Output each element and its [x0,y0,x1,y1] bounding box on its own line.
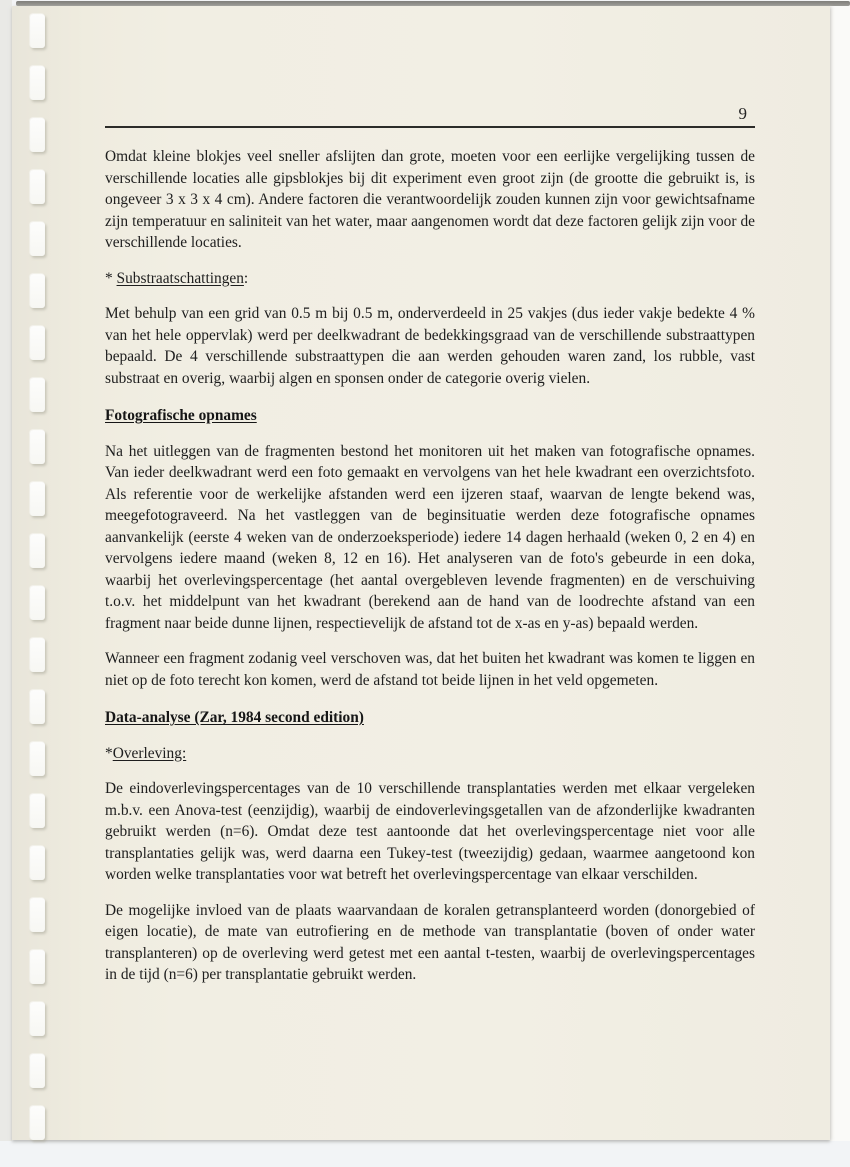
data-analysis-heading [105,707,755,729]
substrate-title: Substraatschattingen [116,269,244,287]
photography-paragraph-1: Na het uitleggen van de fragmenten bestond het monitoren uit het maken van fotografische opnames. Van ieder deelkwadrant werd een foto gemaakt en vervolgens van het hele kwadrant een overzichtsfoto. Als referentie voor de werkelijke afstanden werd een ijzeren staaf, waarvan de lengte bekend was, meegefotograveerd. Na het vastleggen van de beginsituatie werden deze fotografische opnames aanvankelijk (eerste 4 weken van de onderzoeksperiode) iedere 14 dagen herhaald (weken 0, 2 en 4) en vervolgens iedere maand (weken 8, 12 en 16). Het analyseren van de foto's gebeurde in een doka, waarbij het overlevingspercentage (het aantal overgebleven levende fragmenten) en de verschuiving t.o.v. het middelpunt van het kwadrant (berekend aan de hand van de loodrechte afstand van een fragment naar beide dunne lijnen, respectievelijk de afstand tot de x-as en y-as) bepaald werden. [105,442,755,632]
photography-paragraph-2: Wanneer een fragment zodanig veel verschoven was, dat het buiten het kwadrant was komen te liggen en niet op de foto terecht kon komen, werd de afstand tot beide lijnen in het veld opgemeten. [105,650,755,689]
substrate-marker: * [105,269,117,287]
photography-title: Fotografische opnames [105,407,257,424]
substrate-paragraph: Met behulp van een grid van 0.5 m bij 0.5 m, onderverdeeld in 25 vakjes (dus ieder vakje bedekte 4 % van het hele oppervlak) werd per deelkwadrant de bedekkingsgraad van de verschillende substraattypen bepaald. De 4 verschillende substraattypen die aan werden gehouden waren zand, los rubble, vast substraat en overig, waarbij algen en sponsen onder de categorie overig vielen. [105,305,755,387]
t-tests-paragraph: De mogelijke invloed van de plaats waarvandaan de koralen getransplanteerd worden (donorgebied of eigen locatie), de mate van eutrofiering en de methode van transplantatie (boven of onder water transplanteren) op de overleving werd getest met een aantal t-testen, waarbij de overlevingspercentages in de tijd (n=6) per transplantatie gebruikt werden. [105,901,755,983]
scan-right-margin [830,0,850,1167]
data-analysis-title: Data-analyse (Zar, 1984 second edition) [105,709,364,726]
intro-paragraph: Omdat kleine blokjes veel sneller afslijten dan grote, moeten voor een eerlijke vergelijking tussen de verschillende locaties alle gipsblokjes bij dit experiment even groot zijn (de grootte die gebruikt is, is ongeveer 3 x 3 x 4 cm). Andere factoren die verantwoordelijk zouden kunnen zijn voor gewichtsafname zijn temperatuur en saliniteit van het water, maar aangenomen wordt dat deze factoren gelijk zijn voor de verschillende locaties. [105,148,755,251]
scan-left-margin [0,0,12,1167]
page-number: 9 [738,104,747,123]
header-rule [105,126,755,128]
paper-sheet [12,6,830,1140]
page-header [105,104,755,124]
substrate-heading [105,268,755,290]
survival-title: Overleving: [112,744,187,762]
page-content [12,6,830,1140]
scan-bottom-margin [0,1141,850,1167]
photography-heading [105,405,755,427]
survival-heading [105,743,755,765]
survival-paragraph: De eindoverlevingspercentages van de 10 verschillende transplantaties werden met elkaar vergeleken m.b.v. een Anova-test (eenzijdig), waarbij de eindoverlevingsgetallen van de afzonderlijke kwadranten gebruikt werden (n=6). Omdat deze test aantoonde dat het overlevingspercentage niet voor alle transplantaties gelijk was, werd daarna een Tukey-test (tweezijdig) gedaan, waarmee aangetoond kon worden welke transplantaties voor wat betreft het overlevingspercentage van elkaar verschilden. [105,780,755,883]
survival-marker: * [105,744,113,762]
substrate-colon: : [243,269,249,287]
